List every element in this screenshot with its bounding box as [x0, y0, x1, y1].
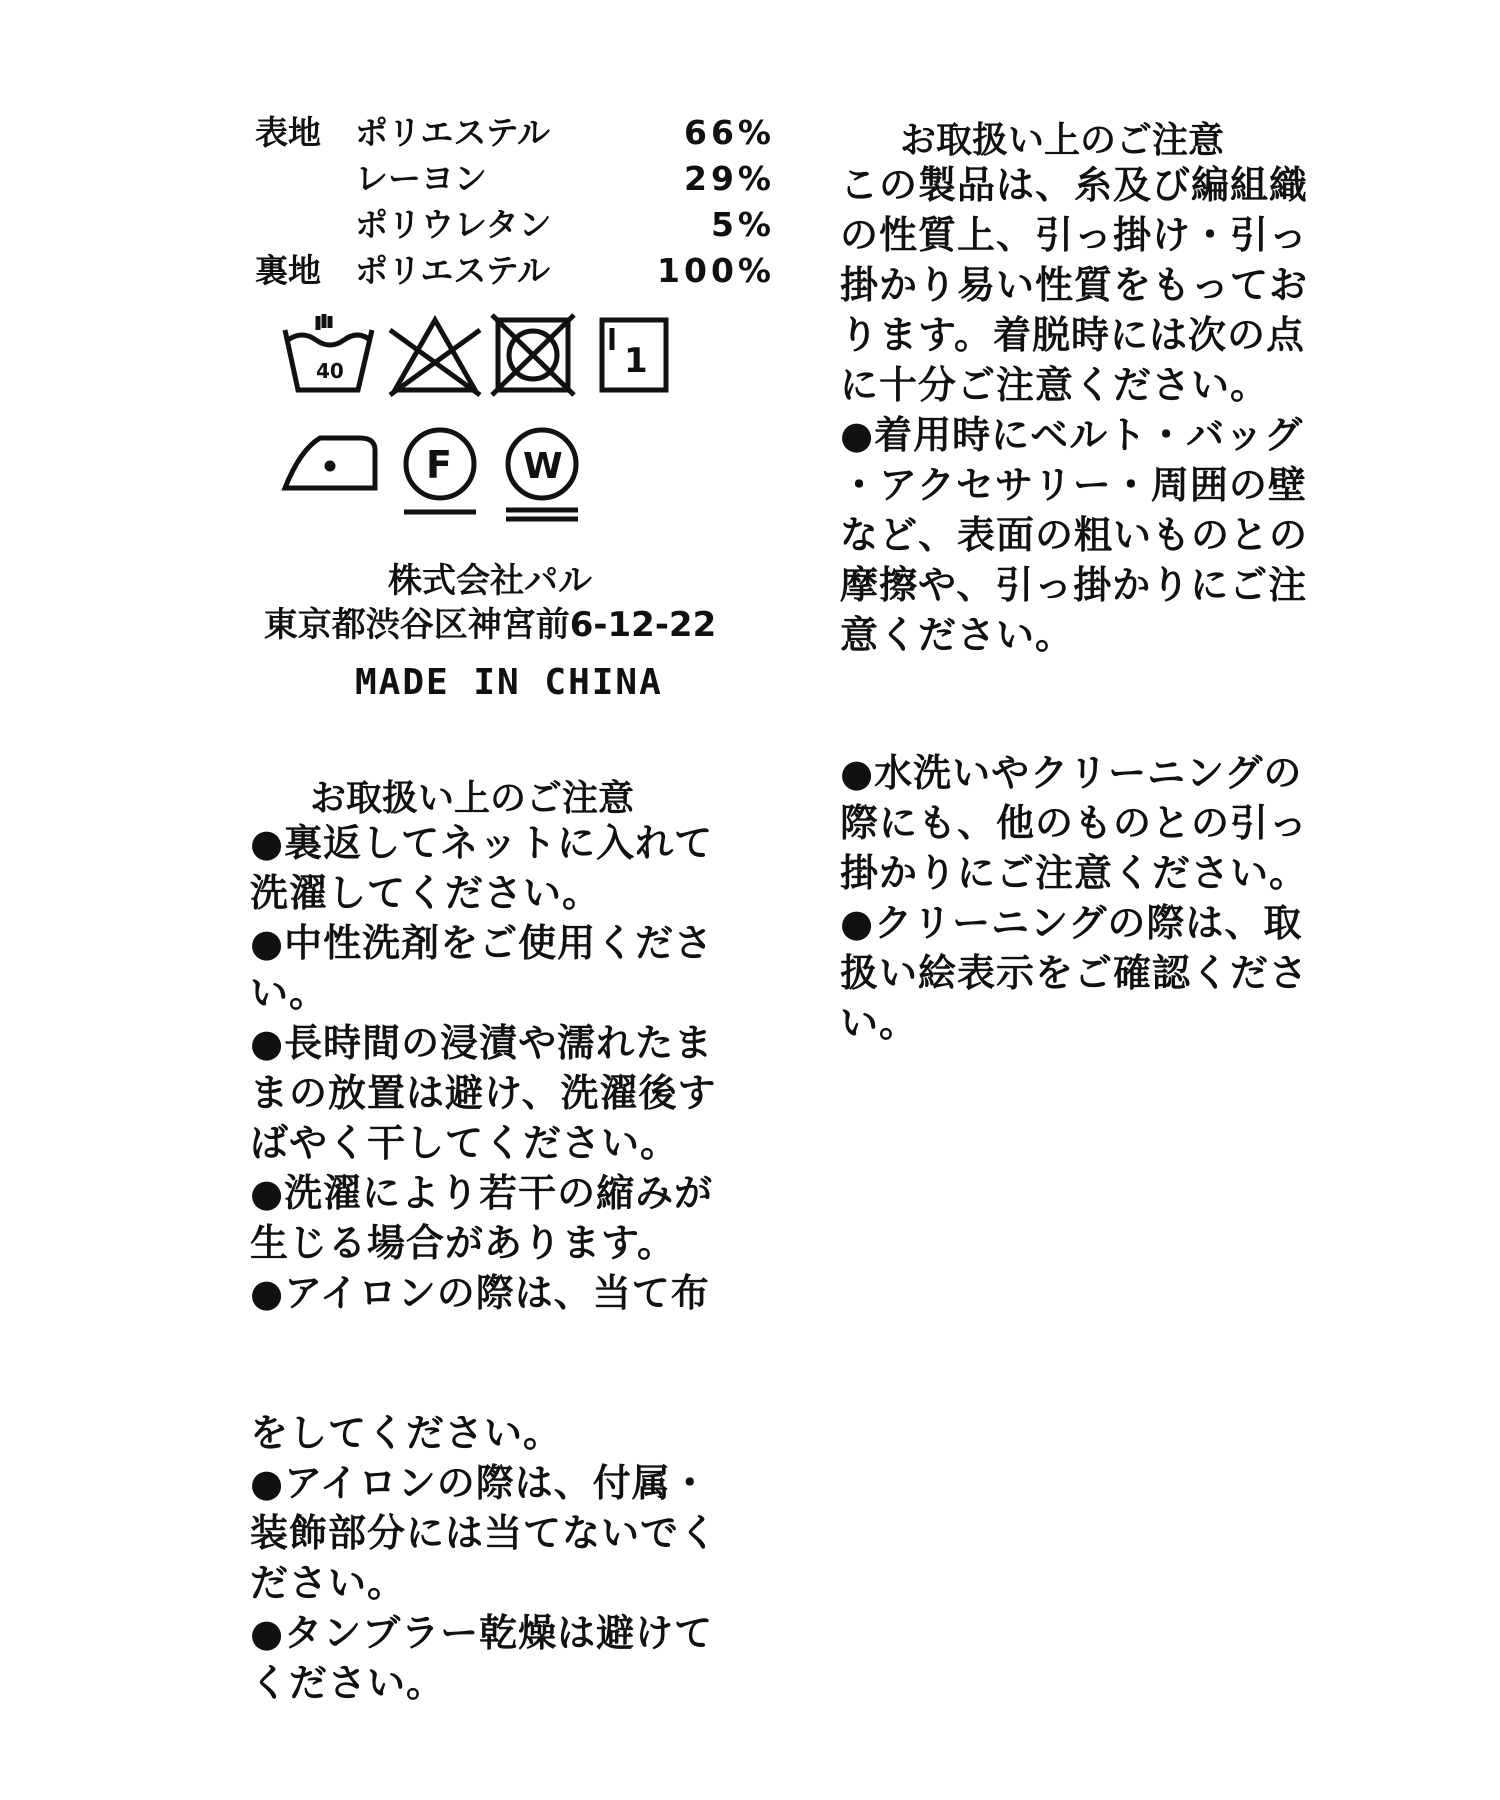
fiber-composition [255, 110, 775, 300]
no-tumble-dry-icon [492, 315, 574, 395]
wetclean-label: W [523, 446, 563, 487]
notice-line: ●中性洗剤をご使用くださ [250, 921, 714, 965]
fiber-material: ポリエステル [355, 113, 551, 152]
notice-line: 生じる場合があります。 [250, 1221, 676, 1265]
country-of-origin: MADE IN CHINA [355, 662, 663, 703]
fiber-material: レーヨン [355, 159, 487, 198]
fiber-part: 表地 [255, 113, 321, 152]
notice-line: 装飾部分には当てないでく [250, 1511, 719, 1555]
fiber-percent: 29% [684, 159, 775, 198]
dryclean-label: F [426, 443, 452, 487]
fiber-percent: 100% [657, 251, 775, 290]
notice-line: ●長時間の浸漬や濡れたま [250, 1021, 714, 1065]
notice-line: ●アイロンの際は、付属・ [250, 1461, 710, 1505]
notice-left-heading: お取扱い上のご注意 [310, 778, 635, 819]
notice-line: い。 [250, 971, 329, 1015]
notice-line: の性質上、引っ掛け・引っ [840, 213, 1309, 257]
iron-low-icon [285, 438, 375, 488]
line-dry-shade-icon [602, 320, 666, 390]
care-symbols-row-2 [280, 420, 610, 530]
notice-line: をしてください。 [250, 1411, 563, 1455]
notice-line: ●着用時にベルト・バッグ [840, 413, 1304, 457]
notice-line: ●クリーニングの際は、取 [840, 901, 1303, 945]
notice-line: ・アクセサリー・周囲の壁 [840, 463, 1307, 507]
notice-line: ります。着脱時には次の点 [840, 313, 1305, 357]
notice-line: ●洗濯により若干の縮みが [250, 1171, 714, 1215]
company-address: 東京都渋谷区神宮前6-12-22 [263, 605, 717, 645]
wet-clean-w-icon [506, 430, 578, 519]
fiber-percent: 5% [710, 205, 775, 244]
fiber-material: ポリウレタン [355, 205, 552, 244]
notice-line: 洗濯してください。 [250, 871, 602, 915]
hand-wash-icon [285, 314, 372, 390]
no-bleach-icon [390, 320, 480, 395]
notice-line: ●水洗いやクリーニングの [840, 751, 1303, 795]
notice-right [840, 112, 1360, 657]
notice-line: この製品は、糸及び編組織 [840, 163, 1309, 207]
notice-line: 意ください。 [840, 613, 1075, 657]
notice-line: ●裏返してネットに入れて [250, 821, 714, 865]
notice-line: ●アイロンの際は、当て布 [250, 1271, 710, 1315]
notice-line: 摩擦や、引っ掛かりにご注 [840, 563, 1308, 607]
notice-line: ださい。 [250, 1561, 407, 1605]
notice-line: ばやく干してください。 [250, 1121, 680, 1165]
notice-line: 掛かり易い性質をもってお [840, 263, 1309, 307]
notice-line: まの放置は避け、洗濯後す [250, 1071, 717, 1115]
wash-temp-label: 40 [316, 359, 344, 383]
notice-line: 掛かりにご注意ください。 [840, 851, 1309, 895]
fiber-part: 裏地 [255, 251, 321, 290]
dry-label: 1 [624, 341, 648, 381]
notice-line: など、表面の粗いものとの [840, 513, 1309, 557]
notice-line: に十分ご注意ください。 [840, 363, 1270, 407]
dry-clean-f-icon [404, 430, 476, 512]
notice-line: 際にも、他のものとの引っ [840, 801, 1309, 845]
notice-right-continued [840, 750, 1360, 1050]
notice-line: い。 [840, 1001, 919, 1045]
notice-left-continued [250, 1410, 760, 1710]
company-name: 株式会社パル [388, 561, 592, 601]
notice-right-heading: お取扱い上のご注意 [900, 120, 1225, 161]
notice-line: ください。 [250, 1661, 446, 1705]
notice-line: ●タンブラー乾燥は避けて [250, 1611, 714, 1655]
notice-line: 扱い絵表示をご確認くださ [840, 951, 1309, 995]
notice-left [250, 770, 760, 1315]
fiber-percent: 66% [684, 113, 775, 152]
fiber-material: ポリエステル [355, 251, 551, 290]
care-symbols-row-1 [280, 310, 720, 400]
